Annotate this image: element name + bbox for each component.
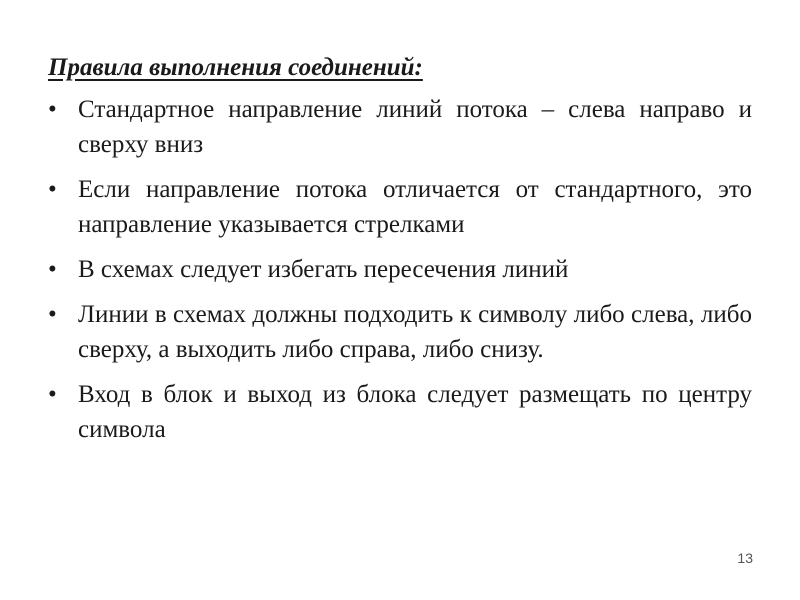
bullet-icon: •	[48, 176, 57, 203]
bullet-text: Если направление потока отличается от стандартного, это направление указывается стрелками	[78, 176, 752, 238]
bullet-text: Линии в схемах должны подходить к символу либо слева, либо сверху, а выходить либо справа, либо снизу.	[78, 301, 752, 363]
bullet-icon: •	[48, 96, 57, 123]
bullet-item	[48, 92, 752, 162]
bullet-text: В схемах следует избегать пересечения линий	[78, 256, 569, 283]
page-number: 13	[737, 550, 753, 566]
bullet-text: Вход в блок и выход из блока следует размещать по центру символа	[78, 381, 752, 443]
bullet-icon: •	[48, 301, 57, 328]
slide-title: Правила выполнения соединений:	[48, 54, 423, 81]
bullet-icon: •	[48, 256, 57, 283]
bullet-item	[48, 297, 752, 367]
bullet-item	[48, 172, 752, 242]
bullet-list	[48, 92, 752, 457]
bullet-icon: •	[48, 381, 57, 408]
bullet-item	[48, 377, 752, 447]
bullet-text: Стандартное направление линий потока – слева направо и сверху вниз	[78, 96, 752, 158]
bullet-item	[48, 252, 752, 287]
